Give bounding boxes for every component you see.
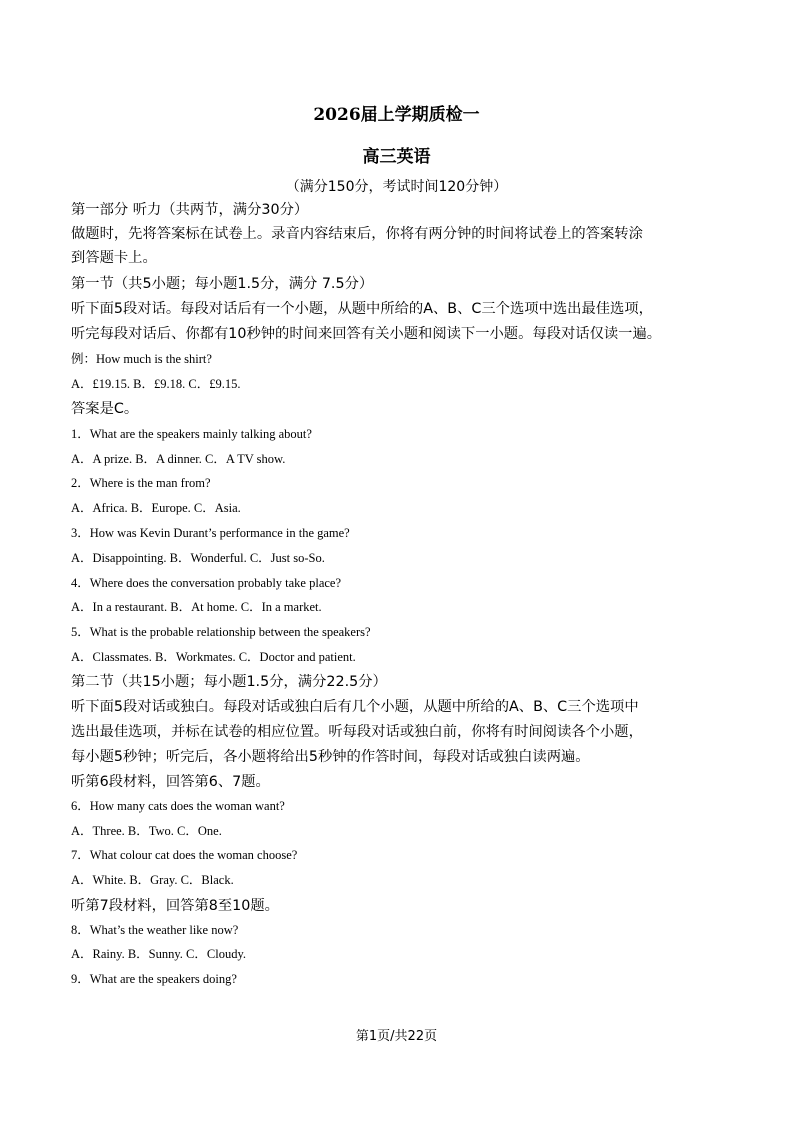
- question-1: 1．What are the speakers mainly talking about?: [71, 427, 312, 441]
- question-8: 8．What’s the weather like now?: [71, 923, 239, 937]
- material-heading: 听第6段材料，回答第6、7题。: [71, 774, 270, 790]
- question-6: 6．How many cats does the woman want?: [71, 799, 285, 813]
- instruction-text: 做题时，先将答案标在试卷上。录音内容结束后，你将有两分钟的时间将试卷上的答案转涂: [71, 226, 643, 242]
- section-heading: 第一节（共5小题；每小题1.5分，满分 7.5分）: [71, 276, 374, 292]
- instruction-text: 听完每段对话后、你都有10秒钟的时间来回答有关小题和阅读下一小题。每段对话仅读一遍。: [71, 326, 662, 342]
- instruction-text: 听下面5段对话或独白。每段对话或独白后有几个小题，从题中所给的A、B、C三个选项中: [71, 699, 639, 715]
- question-2: 2．Where is the man from?: [71, 476, 211, 490]
- exam-title: 2026届上学期质检一: [313, 105, 480, 125]
- example-question: 例：How much is the shirt?: [71, 352, 212, 366]
- part-heading: 第一部分 听力（共两节，满分30分）: [71, 202, 309, 218]
- question-4: 4．Where does the conversation probably take place?: [71, 576, 342, 590]
- instruction-text: 每小题5秒钟；听完后，各小题将给出5秒钟的作答时间，每段对话或独白读两遍。: [71, 749, 590, 765]
- options-3: A．Disappointing. B．Wonderful. C．Just so-So.: [71, 551, 325, 565]
- instruction-text: 选出最佳选项，并标在试卷的相应位置。听每段对话或独白前，你将有时间阅读各个小题，: [71, 724, 643, 740]
- exam-subject: 高三英语: [362, 147, 431, 167]
- options-4: A．In a restaurant. B．At home. C．In a market.: [71, 600, 322, 614]
- example-options: A．£19.15. B．£9.18. C．£9.15.: [71, 377, 241, 391]
- instruction-text: 听下面5段对话。每段对话后有一个小题，从题中所给的A、B、C三个选项中选出最佳选项，: [71, 301, 653, 317]
- section-heading: 第二节（共15小题；每小题1.5分，满分22.5分）: [71, 674, 387, 690]
- example-answer: 答案是C。: [71, 401, 139, 417]
- options-7: A．White. B．Gray. C．Black.: [71, 873, 234, 887]
- options-2: A．Africa. B．Europe. C．Asia.: [71, 501, 241, 515]
- question-9: 9．What are the speakers doing?: [71, 972, 237, 986]
- options-5: A．Classmates. B．Workmates. C．Doctor and patient.: [71, 650, 356, 664]
- question-7: 7．What colour cat does the woman choose?: [71, 848, 298, 862]
- exam-info: （满分150分，考试时间120分钟）: [285, 179, 508, 195]
- material-heading: 听第7段材料，回答第8至10题。: [71, 898, 279, 914]
- page-number: 第1页/共22页: [355, 1029, 438, 1044]
- instruction-text: 到答题卡上。: [71, 250, 157, 266]
- options-8: A．Rainy. B．Sunny. C．Cloudy.: [71, 947, 247, 961]
- question-3: 3．How was Kevin Durant’s performance in the game?: [71, 526, 350, 540]
- options-6: A．Three. B．Two. C．One.: [71, 824, 222, 838]
- question-5: 5．What is the probable relationship between the speakers?: [71, 625, 371, 639]
- options-1: A．A prize. B．A dinner. C．A TV show.: [71, 452, 286, 466]
